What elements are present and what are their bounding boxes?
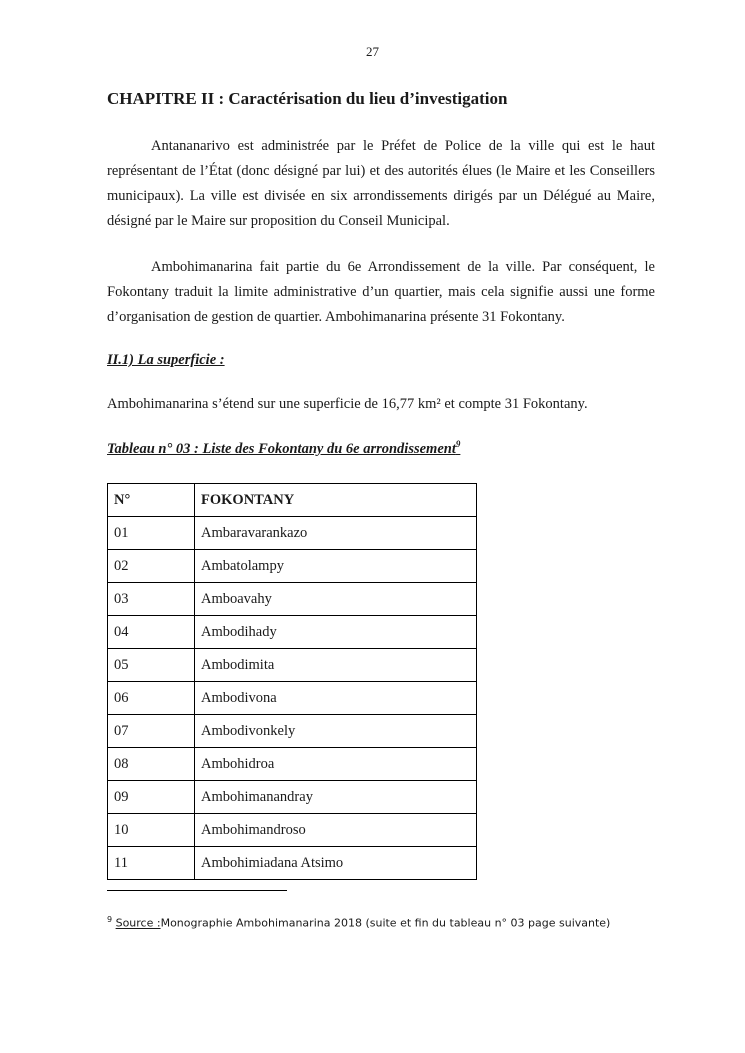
cell-number: 08 <box>108 748 195 781</box>
cell-fokontany: Ambohimandroso <box>195 814 477 847</box>
cell-number: 06 <box>108 682 195 715</box>
cell-number: 01 <box>108 517 195 550</box>
table-row <box>108 781 477 814</box>
cell-fokontany: Ambohimanandray <box>195 781 477 814</box>
footnote-text: Monographie Ambohimanarina 2018 (suite et fin du tableau n° 03 page suivante) <box>160 916 611 930</box>
cell-number: 02 <box>108 550 195 583</box>
footnote <box>107 915 610 930</box>
cell-fokontany: Amboavahy <box>195 583 477 616</box>
cell-number: 11 <box>108 847 195 880</box>
fokontany-table <box>107 483 477 880</box>
table-caption <box>107 439 460 458</box>
table-row <box>108 847 477 880</box>
page-number: 27 <box>366 44 379 59</box>
table-header-row <box>108 484 477 517</box>
footnote-marker: 9 <box>107 915 113 924</box>
cell-fokontany: Ambodivona <box>195 682 477 715</box>
area-sentence: Ambohimanarina s’étend sur une superficie de 16,77 km² et compte 31 Fokontany. <box>107 396 588 412</box>
cell-number: 07 <box>108 715 195 748</box>
cell-number: 05 <box>108 649 195 682</box>
cell-number: 04 <box>108 616 195 649</box>
cell-fokontany: Ambodivonkely <box>195 715 477 748</box>
cell-number: 09 <box>108 781 195 814</box>
footnote-separator <box>107 890 287 891</box>
cell-fokontany: Ambohimiadana Atsimo <box>195 847 477 880</box>
cell-number: 10 <box>108 814 195 847</box>
paragraph-ambohimanarina <box>107 255 655 330</box>
footnote-reference: 9 <box>455 439 461 449</box>
header-number: N° <box>108 484 195 517</box>
table-row <box>108 649 477 682</box>
cell-fokontany: Ambaravarankazo <box>195 517 477 550</box>
chapter-title: CHAPITRE II : Caractérisation du lieu d’investigation <box>107 89 508 108</box>
footnote-source-label: Source : <box>115 916 161 930</box>
paragraph-administration <box>107 134 655 234</box>
table-row <box>108 748 477 781</box>
header-fokontany: FOKONTANY <box>195 484 477 517</box>
cell-number: 03 <box>108 583 195 616</box>
table-row <box>108 583 477 616</box>
table-row <box>108 682 477 715</box>
cell-fokontany: Ambodihady <box>195 616 477 649</box>
paragraph-administration-text: Antananarivo est administrée par le Préfet de Police de la ville qui est le haut représentant de l’État (donc désigné par lui) et des autorités élues (le Maire et les Conseillers municipaux). La ville est divisée en six arrondissements dirigés par un Délégué au Maire, désigné par le Maire sur proposition du Conseil Municipal. <box>107 138 655 229</box>
table-row <box>108 550 477 583</box>
table-row <box>108 814 477 847</box>
section-title-superficie: II.1) La superficie : <box>107 352 225 368</box>
cell-fokontany: Ambohidroa <box>195 748 477 781</box>
table-row <box>108 616 477 649</box>
cell-fokontany: Ambatolampy <box>195 550 477 583</box>
paragraph-ambohimanarina-text: Ambohimanarina fait partie du 6e Arrondissement de la ville. Par conséquent, le Fokontany traduit la limite administrative d’un quartier, mais cela signifie aussi une forme d’organisation de gestion de quartier. Ambohimanarina présente 31 Fokontany. <box>107 259 655 325</box>
table-row <box>108 517 477 550</box>
cell-fokontany: Ambodimita <box>195 649 477 682</box>
table-row <box>108 715 477 748</box>
table-caption-text: Tableau n° 03 : Liste des Fokontany du 6e arrondissement <box>107 440 456 457</box>
